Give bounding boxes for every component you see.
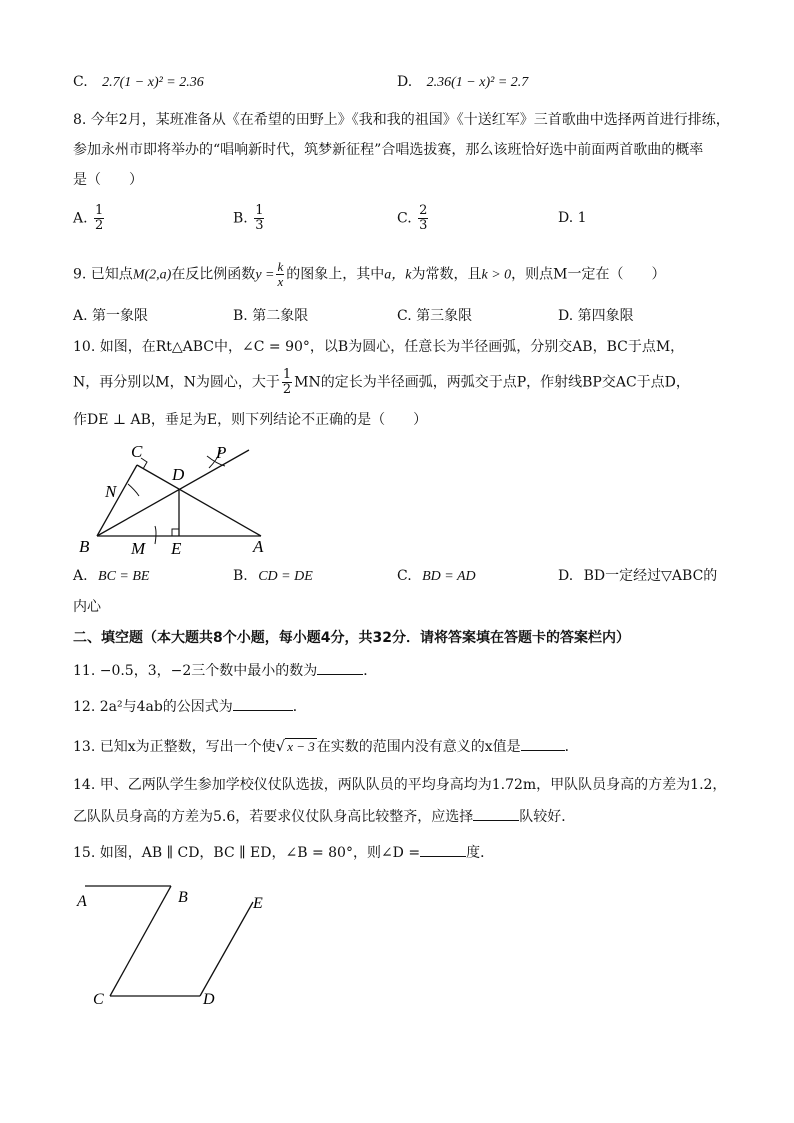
fraction [254,204,264,233]
option-label: C. [73,74,88,90]
q10-line-2 [73,368,690,397]
option-label: C. [397,210,412,227]
arc-n [128,484,139,496]
fig10-label-p: P [216,443,227,462]
q14-line-1: 14. 甲、乙两队学生参加学校仪仗队选拔，两队队员的平均身高均为1.72m，甲队队员身高的方差为1.2， [73,777,727,793]
q11-text: 11. −0.5，3，−2三个数中最小的数为 [73,663,318,679]
fraction-denominator: 2 [95,218,104,233]
q15-text: 15. 如图，AB ∥ CD，BC ∥ ED，∠B = 80°，则∠D = [73,845,421,861]
q8-option-d [558,208,587,228]
ray-bp [97,450,249,536]
q15-figure [73,876,283,1016]
q8-line-3: 是（ ） [73,172,143,188]
option-label: D. [397,74,413,90]
q10-line-1: 10. 如图，在Rt△ABC中，∠C = 90°，以B为圆心，任意长为半径画弧，分别交AB，BC于点M， [73,339,685,355]
q13 [73,736,579,757]
option-label: C. [397,308,412,324]
option-label: C. [397,568,412,584]
fig15-label-b: B [178,889,188,906]
option-label: D. [558,308,574,324]
q9-condition: k > 0 [481,267,512,283]
q7-option-c-expr: 2.7(1 − x)² = 2.36 [102,75,204,90]
fig15-label-e: E [253,895,263,912]
q8-option-a [73,204,106,233]
option-text: BD = AD [422,569,476,584]
fraction-numerator: 1 [95,203,104,218]
q15-text: 度． [466,845,495,861]
answer-blank[interactable] [473,806,519,821]
q9-text: ，则点M一定在（ ） [511,266,666,283]
q9-vars: a，k [384,267,412,283]
option-text: CD = DE [258,569,313,584]
q9-point: M(2,a) [132,267,172,283]
q8-option-b [233,204,266,233]
segment-ca [137,465,261,536]
q12-text: 12. 2a²与4ab的公因式为 [73,699,233,715]
q9-option-a [73,306,148,326]
q11-text: ． [363,663,378,679]
fraction [94,204,104,233]
q14-text: 队较好． [519,809,576,825]
fig10-label-e: E [171,539,182,558]
option-text: 第二象限 [252,308,309,324]
q15 [73,842,494,863]
arc-m [155,526,156,544]
q13-radicand: x − 3 [287,739,315,754]
fig15-label-d: D [203,991,215,1008]
q9-func-lhs: y = [255,267,275,283]
fig15-label-c: C [93,991,104,1008]
option-value: 1 [577,210,587,226]
fraction-numerator: 1 [282,367,292,382]
q11 [73,660,377,681]
q10-figure [73,440,273,560]
option-text: 第三象限 [416,308,473,324]
answer-blank[interactable] [317,660,363,675]
q10-text: MN的定长为半径画弧，两弧交于点P，作射线BP交AC于点D， [294,374,690,391]
option-label: A. [73,568,88,584]
option-label: A. [73,210,88,227]
segment-de [200,902,253,996]
section-2-heading: 二、填空题（本大题共8个小题，每小题4分，共32分．请将答案填在答题卡的答案栏内） [73,630,630,646]
fraction [282,368,292,397]
q14-line-2 [73,806,575,827]
fig10-label-d: D [172,465,185,484]
fraction [276,260,284,289]
q8-line-1: 8. 今年2月，某班准备从《在希望的田野上》《我和我的祖国》《十送红军》三首歌曲中选择两首进行排练， [73,112,730,128]
fig10-label-m: M [131,539,146,558]
q7-option-d-expr: 2.36(1 − x)² = 2.7 [426,75,529,90]
option-text: BD一定经过▽ABC的 [583,568,718,584]
q10-line-3: 作DE ⊥ AB，垂足为E，则下列结论不正确的是（ ） [73,412,428,428]
q10-option-a [73,566,149,587]
q8-option-c [397,204,430,233]
right-angle-e [172,529,179,536]
fig15-label-a: A [77,893,87,910]
option-label: B. [233,210,248,227]
q10-text: N，再分别以M，N为圆心，大于 [73,374,280,391]
option-label: B. [233,568,248,584]
option-text: 第四象限 [577,308,634,324]
fraction-denominator: 3 [419,218,428,233]
option-label: D. [558,568,574,584]
q9-text: 9. 已知点 [73,266,133,283]
q13-text: ． [564,739,579,755]
option-text: 第一象限 [92,308,149,324]
fig10-label-n: N [105,482,117,501]
q7-option-c [73,72,204,93]
option-label: D. [558,210,574,226]
q9-text: 为常数，且 [411,266,482,283]
q13-text: 在实数的范围内没有意义的x值是 [316,739,521,755]
q9-stem [73,260,666,289]
q10-option-c [397,566,476,587]
q10-option-b [233,566,313,587]
fraction-numerator: 2 [419,203,428,218]
q9-text: 的图象上，其中 [286,266,385,283]
q12-text: ． [292,699,307,715]
fraction-numerator: k [277,259,284,274]
fraction-denominator: x [277,274,284,289]
fig10-label-a: A [253,537,264,556]
option-label: B. [233,308,248,324]
q13-text: 13. 已知x为正整数，写出一个使 [73,739,276,755]
fraction [418,204,428,233]
answer-blank[interactable] [521,736,565,751]
q14-text: 乙队队员身高的方差为5.6，若要求仪仗队身高比较整齐，应选择 [73,809,474,825]
option-label: A. [73,308,88,324]
q12 [73,696,307,717]
option-text: BC = BE [98,569,150,584]
fraction-numerator: 1 [255,203,264,218]
segment-bc [110,886,171,996]
q8-line-2: 参加永州市即将举办的“唱响新时代，筑梦新征程”合唱选拔赛，那么该班恰好选中前面两首歌曲的概率 [73,142,704,158]
q9-option-c [397,306,472,326]
q9-text: 在反比例函数 [171,266,256,283]
fraction-denominator: 2 [282,382,292,397]
fig10-label-b: B [79,537,90,556]
q10-option-d-wrap: 内心 [73,599,101,615]
answer-blank[interactable] [233,696,293,711]
q10-option-d [558,566,717,586]
q7-option-d [397,72,528,93]
q9-option-d [558,306,634,326]
q9-option-b [233,306,308,326]
answer-blank[interactable] [420,842,466,857]
fraction-denominator: 3 [255,218,264,233]
fig10-label-c: C [131,442,143,461]
sqrt-icon: √ [275,737,286,755]
